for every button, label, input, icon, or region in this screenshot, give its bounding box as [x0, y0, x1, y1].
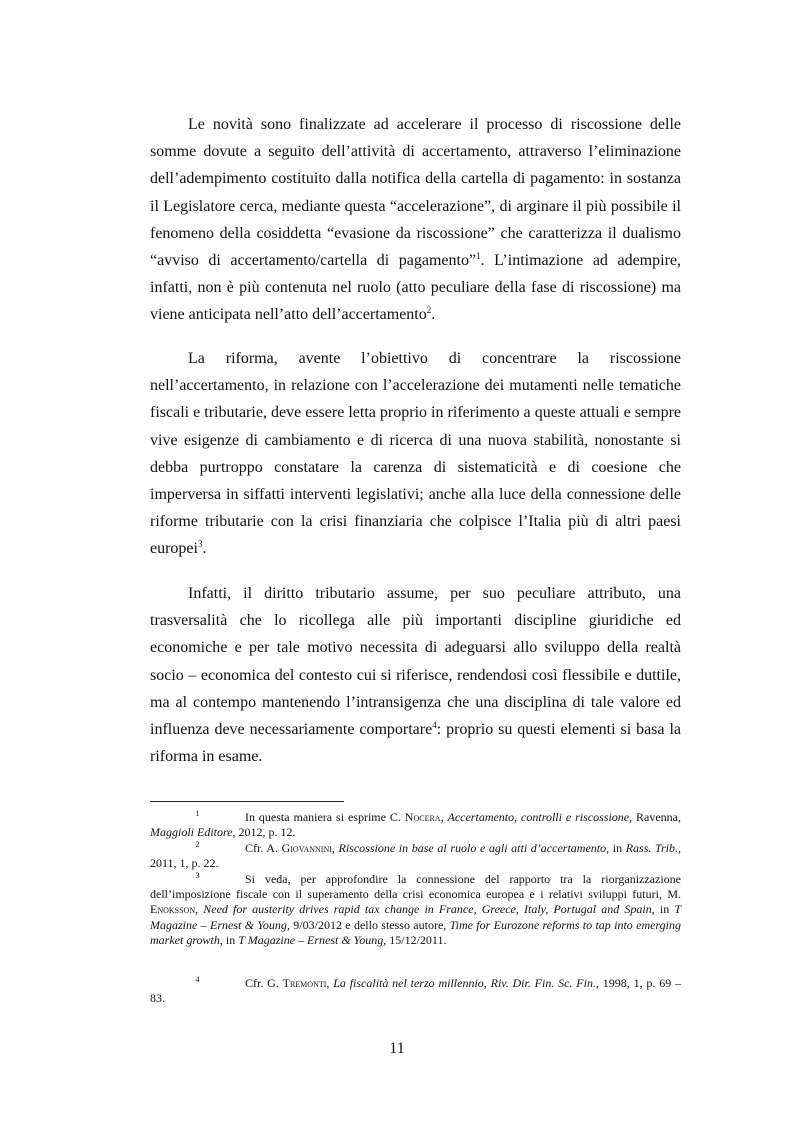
- paragraph-2: [150, 345, 681, 563]
- footnote-4: 4 Cfr. G. Tremonti, La fiscalità nel terzo millennio, Riv. Dir. Fin. Sc. Fin., 1998, 1, p. 69 – 83.: [150, 975, 682, 1006]
- footnote-3-text: Si veda, per approfondire la connessione del rapporto tra la riorganizzazione dell’imposizione fiscale con il superamento della crisi economica europea e i relativi sviluppi futuri, M.: [150, 872, 681, 902]
- page-number: 11: [389, 1040, 405, 1057]
- footnote-1-place: , Ravenna,: [629, 810, 682, 824]
- footnote-2-tail: , 2011, 1, p. 22.: [150, 841, 681, 871]
- footnote-3-mid: , 9/03/2012 e dello stesso autore,: [286, 917, 450, 932]
- footnote-4-sep-2: ,: [483, 976, 491, 990]
- footnote-3-title-2: Time for Eurozone reforms to tap into emerging market growth: [150, 917, 682, 947]
- footnote-3-magazine-2: T Magazine – Ernest & Young: [238, 932, 384, 947]
- paragraph-3-text-a: Infatti, il diritto tributario assume, per suo peculiare attributo, una trasversalità che lo ricollega alle più importanti discipline giuridiche ed economiche e per tale motivo necessita di adeguarsi allo sviluppo della realtà socio – economica del contesto cui si riferisce, rendendosi così flessibile e duttile, ma al contempo mantenendo l’intransigenza che una disciplina di tale valore ed influenza deve necessariamente comportare: [150, 585, 681, 739]
- footnote-ref-3[interactable]: 3: [197, 539, 203, 550]
- footnote-3: 3 Si veda, per approfondire la connessione del rapporto tra la riorganizzazione dell’imposizione fiscale con il superamento della crisi economica europea e i relativi sviluppi futuri, M. Enoksson, Need for austerity drives rapid tax change in France, Greece, Italy, Portugal and Spain, in T Magazine – Ernest & Young, 9/03/2012 e dello stesso autore, Time for Eurozone reforms to tap into emerging market growth, in T Magazine – Ernest & Young, 15/12/2011.: [150, 871, 682, 947]
- paragraph-1: [150, 111, 681, 329]
- paragraph-2-text-a: La riforma, avente l’obiettivo di concentrare la riscossione nell’accertamento, in relazione con l’accelerazione dei mutamenti nelle tematiche fiscali e tributarie, deve essere letta proprio in riferimento a queste attuali e sempre vive esigenze di cambiamento e di ricerca di una nuova stabilità, nonostante si debba purtroppo constatare la carenza di sistematicità e di coesione che imperversa in siffatti interventi legislativi; anche alla luce della connessione delle riforme tributarie con la crisi finanziaria che colpisce l’Italia più di altri paesi europei: [150, 350, 681, 558]
- footnote-1-title: Accertamento, controlli e riscossione: [447, 810, 630, 824]
- footnote-ref-2[interactable]: 2: [426, 305, 432, 316]
- footnote-3-title-1: Need for austerity drives rapid tax change in France, Greece, Italy, Portugal and Spain: [203, 902, 652, 917]
- footnote-1: 1 In questa maniera si esprime C. Nocera, Accertamento, controlli e riscossione, Ravenna, Maggioli Editore, 2012, p. 12.: [150, 809, 682, 840]
- paragraph-1-text-b: . L’intimazione ad adempire, infatti, non è più contenuta nel ruolo (atto peculiare della fase di riscossione) ma viene anticipata nell’atto dell’accertamento: [150, 252, 681, 324]
- footnote-1-text: In questa maniera si esprime C.: [245, 810, 405, 824]
- paragraph-3-text-b: : proprio su questi elementi si basa la riforma in esame.: [150, 721, 681, 766]
- footnote-3-in-1: , in: [651, 902, 675, 917]
- footnote-1-publisher: Maggioli Editore: [150, 825, 233, 840]
- paragraph-2-text-b: .: [202, 540, 207, 558]
- footnote-1-tail: , 2012, p. 12.: [232, 825, 296, 840]
- footnote-2-sep: ,: [331, 841, 339, 855]
- footnote-4-title: La fiscalità nel terzo millennio: [333, 976, 484, 990]
- footnote-3-author: Enoksson: [150, 902, 196, 917]
- footnote-3-sep: ,: [195, 902, 204, 917]
- footnote-ref-1[interactable]: 1: [476, 251, 481, 262]
- footnote-ref-4[interactable]: 4: [432, 720, 437, 731]
- footnote-2-title: Riscossione in base al ruolo e agli atti d’accertamento: [338, 841, 607, 855]
- footnote-2-in: , in: [606, 841, 626, 855]
- footnote-3-tail: , 15/12/2011.: [383, 932, 447, 947]
- footnote-2: 2 Cfr. A. Giovannini, Riscossione in base al ruolo e agli atti d’accertamento, in Rass. Trib., 2011, 1, p. 22.: [150, 840, 681, 871]
- footnote-1-author: Nocera: [404, 810, 441, 824]
- footnote-4-author: Tremonti: [282, 976, 327, 990]
- footnote-4-journal: Riv. Dir. Fin. Sc. Fin.: [490, 976, 596, 990]
- footnote-2-journal: Rass. Trib.: [625, 841, 678, 855]
- footnote-divider: [150, 801, 344, 802]
- footnote-4-tail: , 1998, 1, p. 69 – 83.: [150, 976, 682, 1006]
- footnote-3-magazine-1: T Magazine – Ernest & Young: [150, 902, 682, 932]
- footnote-2-author: Giovannini: [281, 841, 332, 855]
- footnote-4-text: Cfr. G.: [245, 976, 283, 990]
- paragraph-1-text-a: Le novità sono finalizzate ad accelerare il processo di riscossione delle somme dovute a seguito dell’attività di accertamento, attraverso l’eliminazione dell’adempimento costituito dalla notifica della cartella di pagamento: in sostanza il Legislatore cerca, mediante questa “accelerazione”, di arginare il più possibile il fenomeno della cosiddetta “evasione da riscossione” che caratterizza il dualismo “avviso di accertamento/cartella di pagamento”: [150, 116, 681, 270]
- footnote-1-sep: ,: [440, 810, 448, 824]
- footnote-4-sep: ,: [326, 976, 334, 990]
- paragraph-3: [150, 580, 681, 770]
- footnote-3-in-2: , in: [219, 932, 239, 947]
- paragraph-1-text-c: .: [431, 306, 436, 324]
- footnote-2-text: Cfr. A.: [245, 841, 282, 855]
